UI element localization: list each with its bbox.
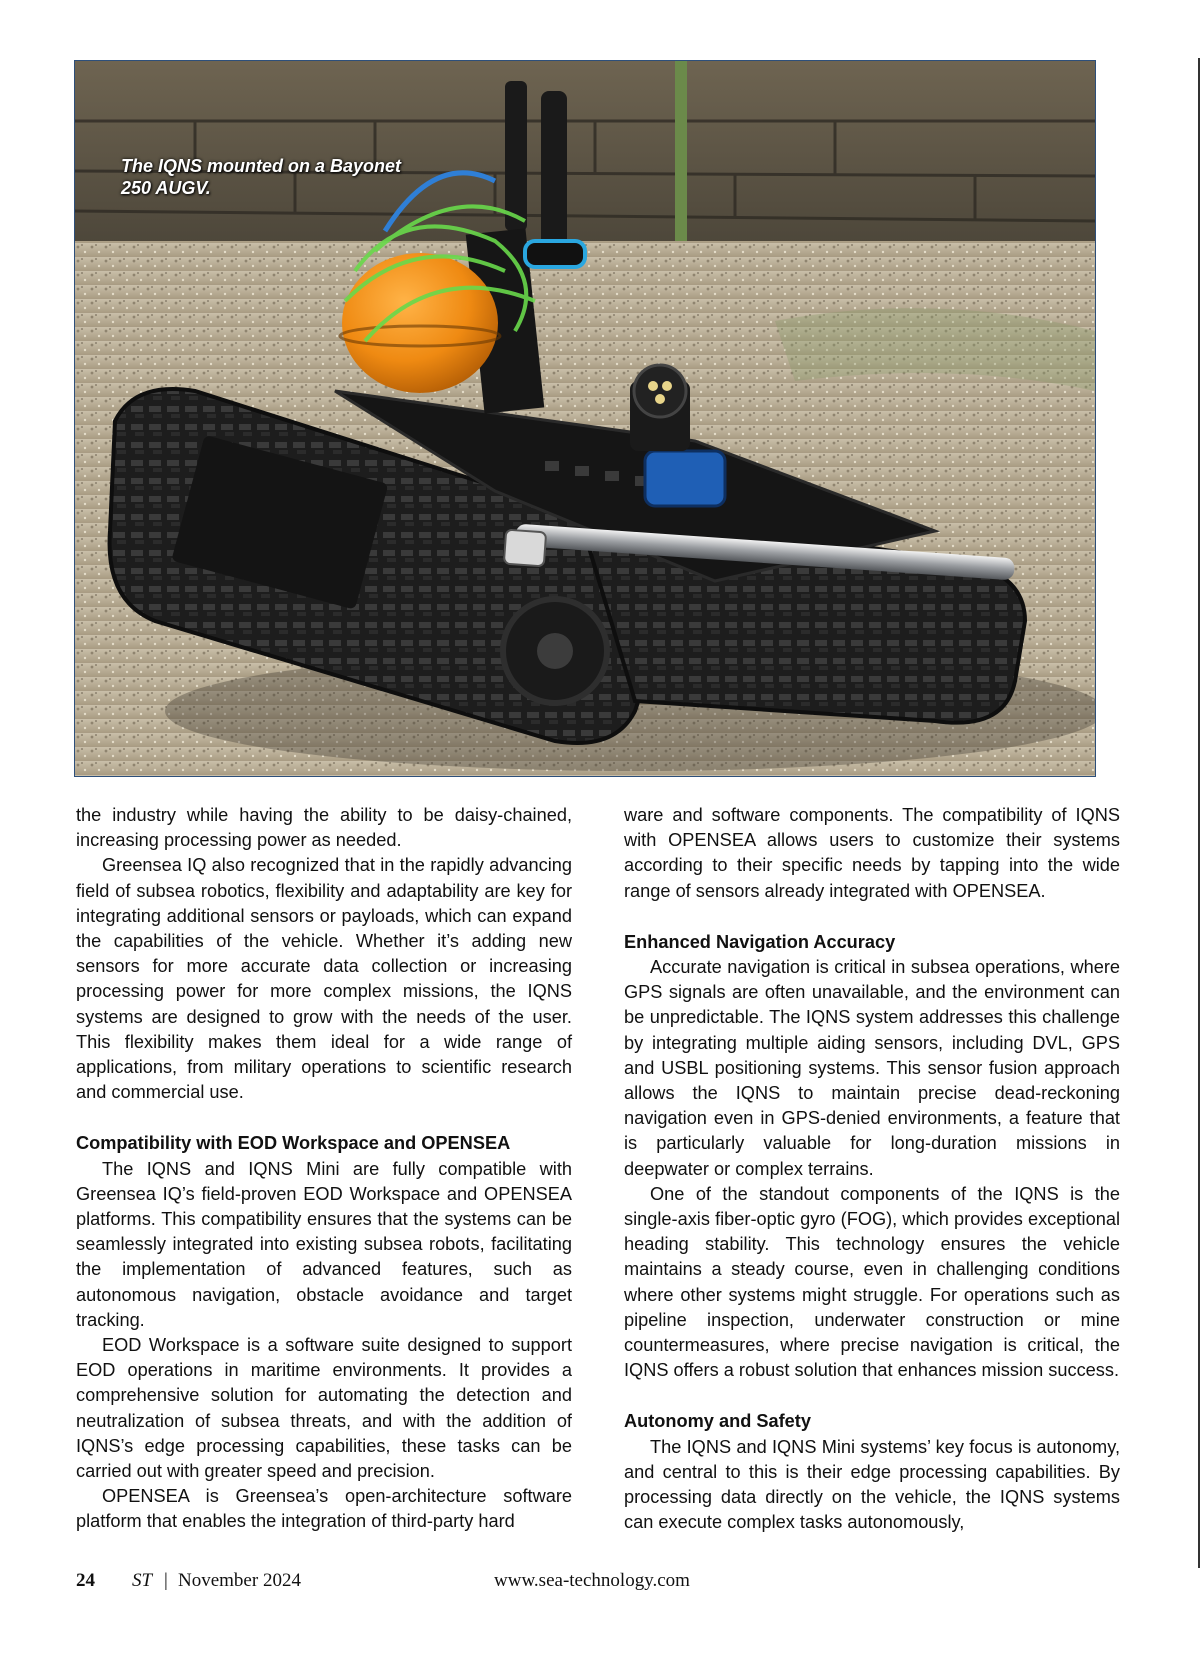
figure-caption: The IQNS mounted on a Bayonet 250 AUGV.: [121, 156, 402, 198]
article-column-left: [76, 803, 572, 1535]
body-paragraph: The IQNS and IQNS Mini are fully compatible with Greensea IQ’s field-proven EOD Workspace and OPENSEA platforms. This compatibility ensures that the systems can be seamlessly integrated into existing subsea robots, facilitating the implementation of advanced features, such as autonomous navigation, obstacle avoidance and target tracking.: [76, 1158, 572, 1330]
website-url[interactable]: www.sea-technology.com: [494, 1570, 690, 1591]
section-heading: Compatibility with EOD Workspace and OPENSEA: [76, 1133, 511, 1154]
page-number: 24: [76, 1570, 95, 1591]
section-heading: Enhanced Navigation Accuracy: [624, 931, 896, 952]
section-heading: Autonomy and Safety: [624, 1411, 811, 1432]
body-paragraph: Accurate navigation is critical in subsea operations, where GPS signals are often unavailable, and the environment can be unpredictable. The IQNS system addresses this challenge by integrating multiple aiding sensors, including DVL, GPS and USBL positioning systems. This sensor fusion approach allows the IQNS to maintain precise dead-reckoning navigation even in GPS-denied environments, a feature that is particularly valuable for long-duration missions in deepwater or complex terrains.: [624, 957, 1120, 1179]
body-paragraph: EOD Workspace is a software suite designed to support EOD operations in maritime environments. It provides a comprehensive solution for automating the detection and neutralization of subsea threats, and with the addition of IQNS’s edge processing capabilities, these tasks can be carried out with greater speed and precision.: [76, 1335, 572, 1482]
body-paragraph: ware and software components. The compatibility of IQNS with OPENSEA allows users to customize their systems according to their specific needs by tapping into the wide range of sensors already integrated with OPENSEA.: [624, 805, 1120, 901]
article-column-right: [624, 803, 1120, 1535]
figure-photo: [74, 60, 1096, 777]
magazine-abbrev: ST: [132, 1570, 153, 1591]
body-paragraph: OPENSEA is Greensea’s open-architecture software platform that enables the integration of third-party hard: [76, 1486, 572, 1532]
body-paragraph: One of the standout components of the IQNS is the single-axis fiber-optic gyro (FOG), which provides exceptional heading stability. This technology ensures the vehicle maintains a steady course, even in challenging conditions where other systems might struggle. For operations such as pipeline inspection, underwater construction or mine countermeasures, where precise navigation is critical, the IQNS offers a robust solution that enhances mission success.: [624, 1183, 1120, 1381]
body-paragraph: the industry while having the ability to be daisy-chained, increasing processing power as needed.: [76, 805, 572, 851]
page-footer: [76, 1570, 1200, 1596]
footer-separator: |: [164, 1570, 168, 1591]
body-paragraph: Greensea IQ also recognized that in the rapidly advancing field of subsea robotics, flexibility and adaptability are key for integrating additional sensors or payloads, which can expand the capabilities of the vehicle. Whether it’s adding new sensors for more accurate data collection or increasing processing power for more complex missions, the IQNS systems are designed to grow with the needs of the user. This flexibility makes them ideal for a wide range of applications, from military operations to scientific research and commercial use.: [76, 855, 572, 1103]
issue-date: November 2024: [178, 1570, 301, 1591]
body-paragraph: The IQNS and IQNS Mini systems’ key focus is autonomy, and central to this is their edge processing capabilities. By processing data directly on the vehicle, the IQNS systems can execute complex tasks autonomously,: [624, 1436, 1120, 1533]
